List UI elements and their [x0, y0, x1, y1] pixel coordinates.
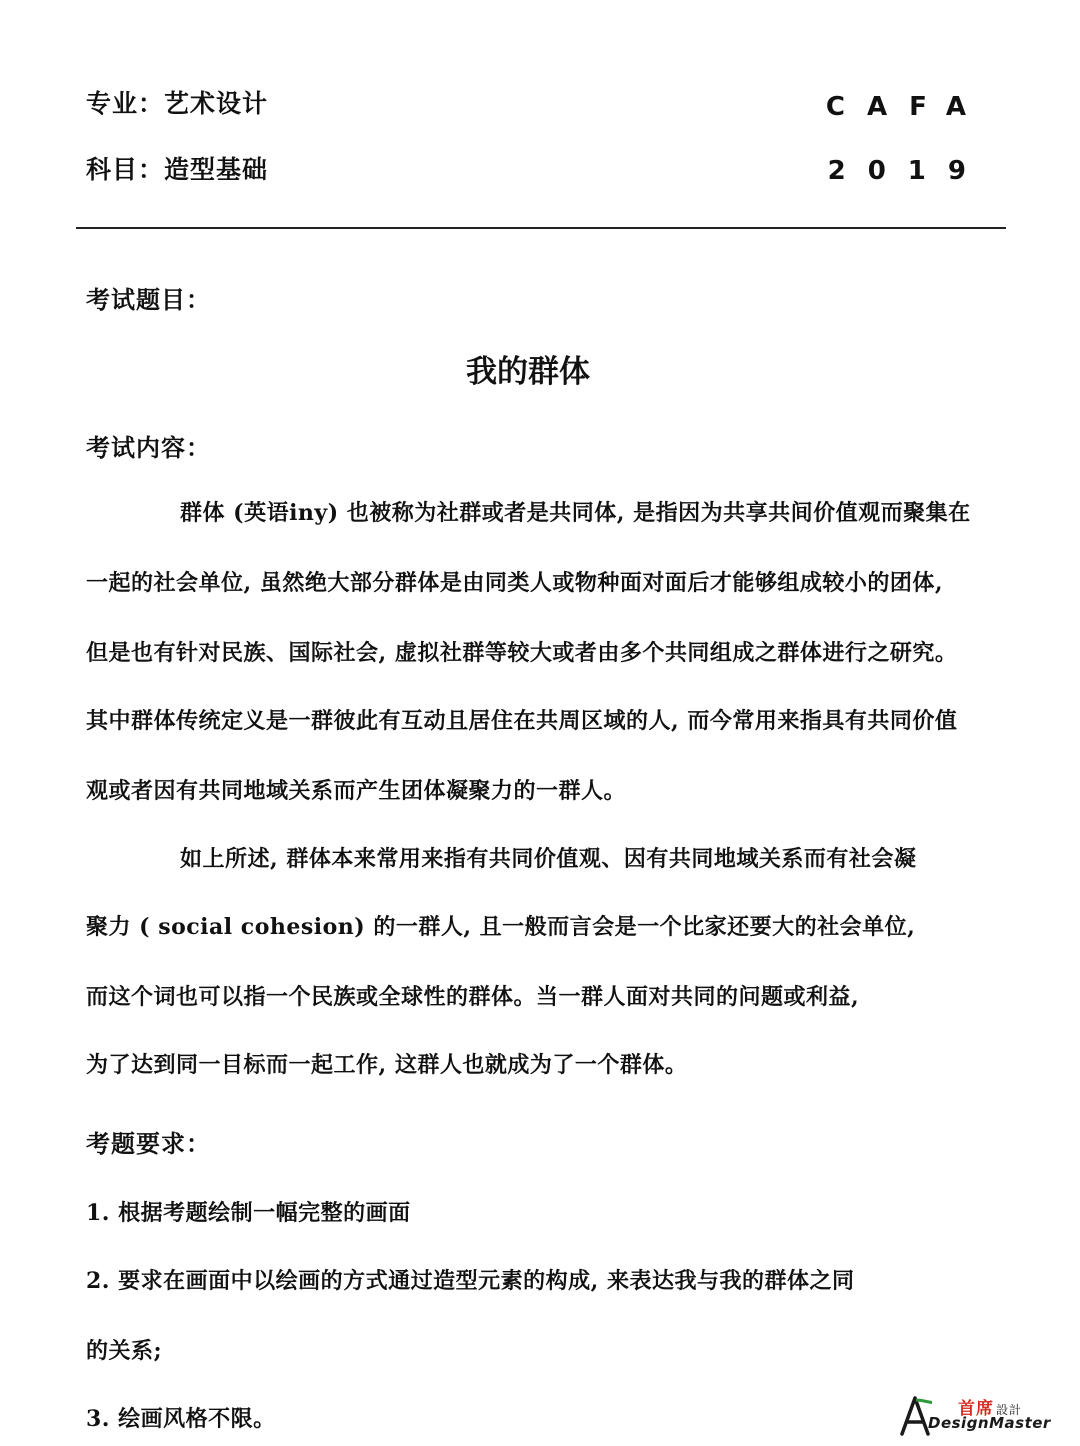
major-field: 专业：艺术设计: [86, 89, 269, 118]
exam-year: 2019: [827, 156, 988, 186]
content-line: 其中群体传统定义是一群彼此有互动且居住在共周区域的人, 而今常用来指具有共同价值: [86, 708, 958, 734]
logo-chinese-small: 設計: [996, 1403, 1023, 1417]
content-line: 一起的社会单位, 虽然绝大部分群体是由同类人或物种面对面后才能够组成较小的团体,: [86, 570, 943, 596]
designmaster-logo: [898, 1392, 1070, 1438]
requirement-item: 的关系;: [86, 1338, 163, 1364]
content-line: 但是也有针对民族、国际社会, 虚拟社群等较大或者由多个共同组成之群体进行之研究。: [86, 640, 958, 666]
content-line: 群体 (英语iny) 也被称为社群或者是共同体, 是指因为共享共间价值观而聚集在: [180, 500, 971, 526]
content-line: 为了达到同一目标而一起工作, 这群人也就成为了一个群体。: [86, 1052, 688, 1078]
school-code: CAFA: [825, 92, 988, 122]
compass-a-icon: [898, 1396, 932, 1436]
content-line: 而这个词也可以指一个民族或全球性的群体。当一群人面对共同的问题或利益,: [86, 984, 860, 1010]
exam-title: 我的群体: [466, 354, 590, 390]
content-heading: 考试内容：: [86, 434, 211, 462]
content-line: 观或者因有共同地域关系而产生团体凝聚力的一群人。: [86, 778, 627, 804]
logo-english: DesignMaster: [928, 1414, 1051, 1432]
content-line: 聚力 ( social cohesion) 的一群人, 且一般而言会是一个比家还要大的社会单位,: [86, 914, 916, 940]
exam-title-heading: 考试题目：: [86, 286, 211, 314]
content-line: 如上所述, 群体本来常用来指有共同价值观、因有共同地域关系而有社会凝: [180, 846, 917, 872]
requirement-item: 2. 要求在画面中以绘画的方式通过造型元素的构成, 来表达我与我的群体之同: [86, 1268, 855, 1294]
header-divider: [76, 227, 1006, 229]
requirements-heading: 考题要求：: [86, 1130, 211, 1158]
requirement-item: 3. 绘画风格不限。: [86, 1406, 276, 1432]
logo-chinese-main: 首席: [958, 1399, 994, 1419]
requirement-item: 1. 根据考题绘制一幅完整的画面: [86, 1200, 411, 1226]
subject-field: 科目：造型基础: [86, 155, 269, 184]
